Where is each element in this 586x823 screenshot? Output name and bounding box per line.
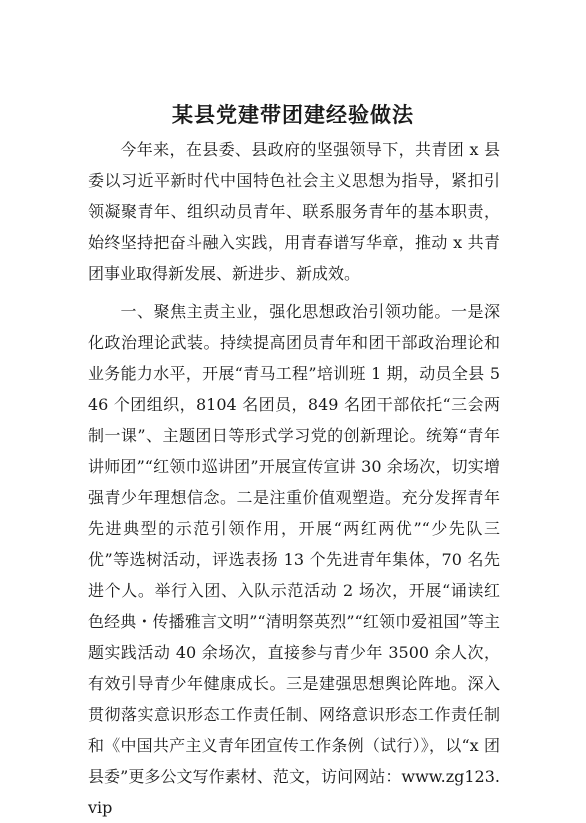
intro-paragraph-text: 今年来，在县委、县政府的坚强领导下，共青团 x 县委以习近平新时代中国特色社会主义思想为指导，紧扣引领凝聚青年、组织动员青年、联系服务青年的基本职责，始终坚持把奋斗融入实践，用青春谱写华章，推动 x 共青团事业取得新发展、新进步、新成效。 [88,140,500,283]
document-title: 某县党建带团建经验做法 [172,102,414,127]
section-one-paragraph [88,296,500,823]
section-one-paragraph-text: 一、聚焦主责主业，强化思想政治引领功能。一是深化政治理论武装。持续提高团员青年和团干部政治理论和业务能力水平，开展“青马工程”培训班 1 期，动员全县 546 个团组织，8104 名团员，849 名团干部依托“三会两制一课”、主题团日等形式学习党的创新理论。统筹“青年讲师团”“红领巾巡讲团”开展宣传宣讲 30 余场次，切实增强青少年理想信念。二是注重价值观塑造。充分发挥青年先进典型的示范引领作用，开展“两红两优”“少先队三优”等选树活动，评选表扬 13 个先进青年集体，70 名先进个人。举行入团、入队示范活动 2 场次，开展“诵读红色经典・传播雅言文明”“清明祭英烈”“红领巾爱祖国”等主题实践活动 40 余场次，直接参与青少年 3500 余人次，有效引导青少年健康成长。三是建强思想舆论阵地。深入贯彻落实意识形态工作责任制、网络意识形态工作责任制和《中国共产主义青年团宣传工作条例（试行）》，以“x 团县委”更多公文写作素材、范文，访问网站：www.zg123.vip [88,302,500,817]
intro-paragraph [88,134,500,289]
